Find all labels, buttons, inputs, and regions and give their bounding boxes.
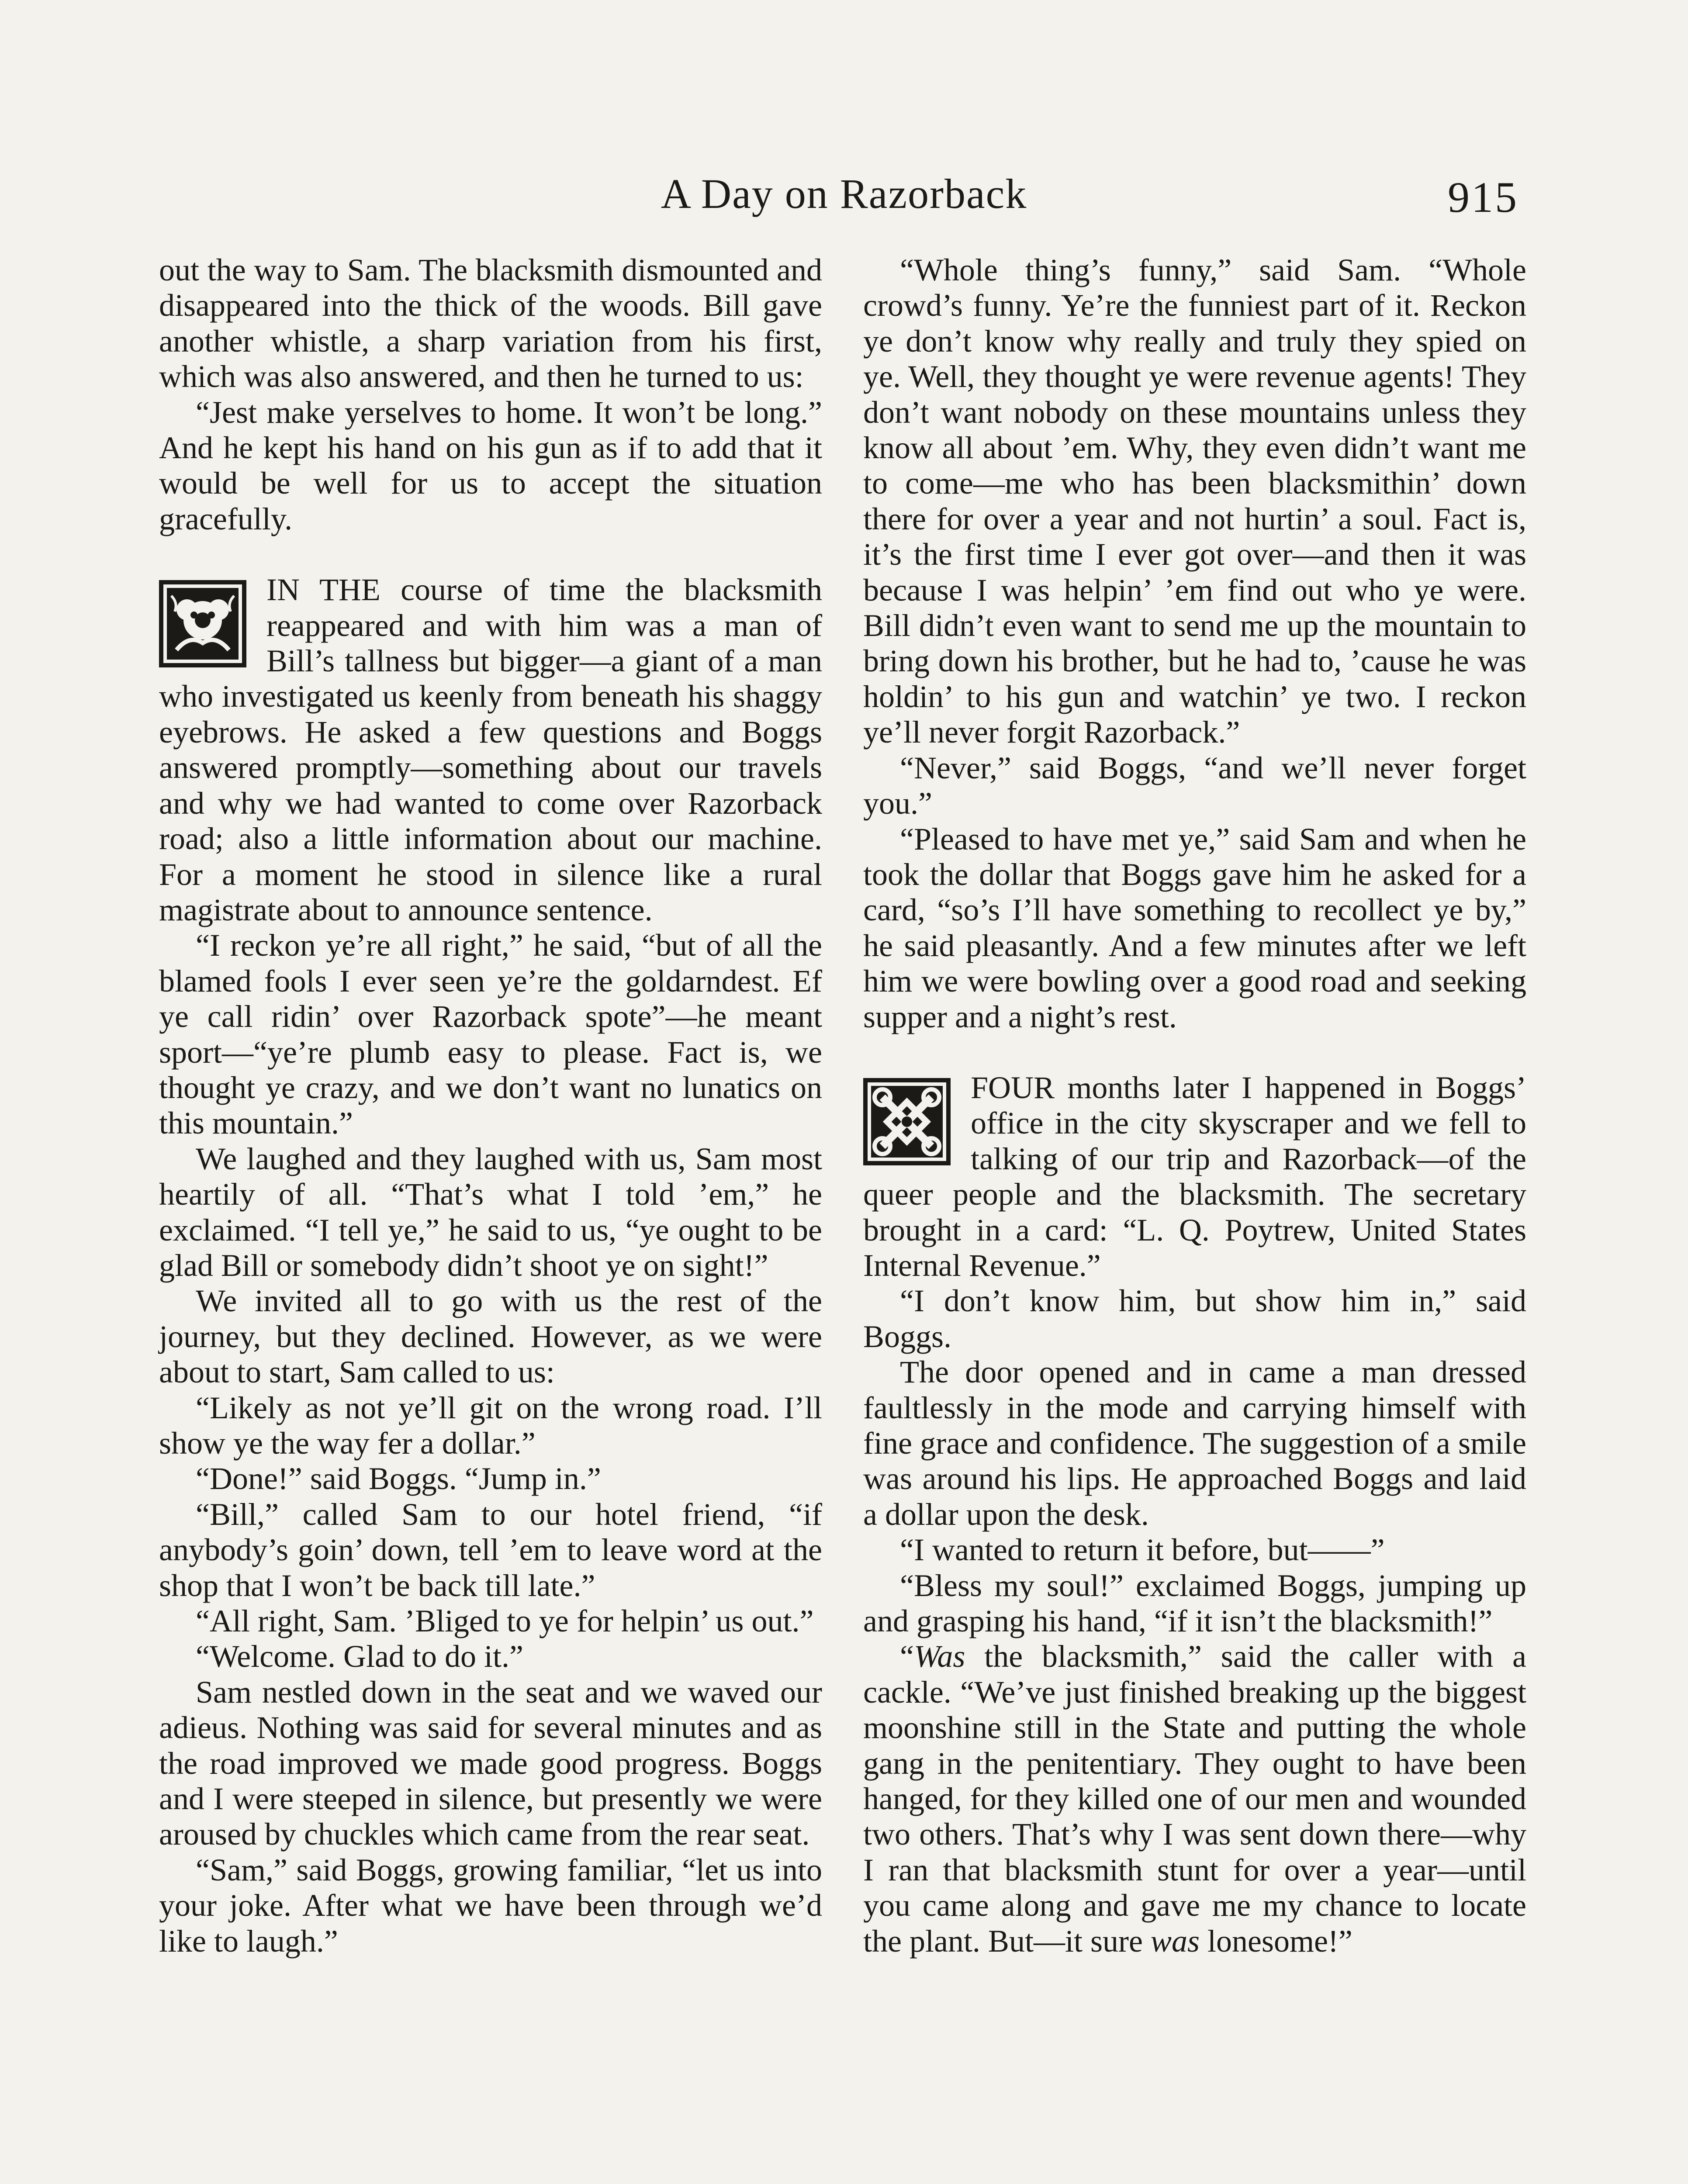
section-paragraph (863, 1070, 1526, 1283)
paragraph: out the way to Sam. The blacksmith dismounted and disappeared into the thick of the woods. Bill gave another whistle, a sharp variation from his first, which was also answered, and then he turned to us: (159, 252, 822, 394)
paragraph: Sam nestled down in the seat and we waved our adieus. Nothing was said for several minutes and as the road improved we made good progress. Boggs and I were steeped in silence, but presently we were aroused by chuckles which came from the rear seat. (159, 1674, 822, 1852)
paragraph: “Welcome. Glad to do it.” (196, 1639, 523, 1674)
paragraph: “Jest make yerselves to home. It won’t be long.” And he kept his hand on his gun as if to add that it would be well for us to accept the situation gracefully. (159, 394, 822, 536)
paragraph-text: IN THE course of time the blacksmith reappeared and with him was a man of Bill’s tallness but bigger—a giant of a man who investigated us keenly from beneath his shaggy eyebrows. He asked a few questions and Boggs answered promptly—something about our travels and why we had wanted to come over Razorback road; also a little information about our machine. For a moment he stood in silence like a rural magistrate about to announce sentence. (159, 572, 822, 927)
paragraph: “I don’t know him, but show him in,” said Boggs. (863, 1283, 1526, 1354)
section-paragraph (159, 572, 822, 928)
page-number: 915 (1448, 173, 1519, 221)
running-title: A Day on Razorback (661, 170, 1027, 217)
paragraph: “Likely as not ye’ll git on the wrong road. I’ll show ye the way fer a dollar.” (159, 1390, 822, 1461)
paragraph-text: FOUR months later I happened in Boggs’ office in the city skyscraper and we fell to talking of our trip and Razorback—of the queer people and the blacksmith. The secretary brought in a card: “L. Q. Poytrew, United States Internal Revenue.” (863, 1070, 1526, 1283)
paragraph: “Done!” said Boggs. “Jump in.” (196, 1461, 601, 1496)
paragraph: “Whole thing’s funny,” said Sam. “Whole crowd’s funny. Ye’re the funniest part of it. Reckon ye don’t know why really and truly they spied on ye. Well, they thought ye were revenue agents! They don’t want nobody on these mountains unless they know all about ’em. Why, they even didn’t want me to come—me who has been blacksmithin’ down there for over a year and not hurtin’ a soul. Fact is, it’s the first time I ever got over—and then it was because I was helpin’ ’em find out who ye were. Bill didn’t even want to send me up the mountain to bring down his brother, but he had to, ’cause he was holdin’ to his gun and watchin’ ye two. I reckon ye’ll never forgit Razorback.” (863, 252, 1526, 750)
paragraph: We laughed and they laughed with us, Sam most heartily of all. “That’s what I told ’em,” he exclaimed. “I tell ye,” he said to us, “ye ought to be glad Bill or somebody didn’t shoot ye on sight!” (159, 1141, 822, 1283)
paragraph: “Pleased to have met ye,” said Sam and when he took the dollar that Boggs gave him he asked for a card, “so’s I’ll have something to recollect ye by,” he said pleasantly. And a few minutes after we left him we were bowling over a good road and seeking supper and a night’s rest. (863, 821, 1526, 1034)
paragraph: The door opened and in came a man dressed faultlessly in the mode and carrying himself with fine grace and confidence. The suggestion of a smile was around his lips. He approached Boggs and laid a dollar upon the desk. (863, 1355, 1526, 1532)
emphasis: was (1150, 1923, 1200, 1959)
knot-ornament-icon (863, 1078, 951, 1165)
paragraph: “I reckon ye’re all right,” he said, “but of all the blamed fools I ever seen ye’re the goldarndest. Ef ye call ridin’ over Razorback spote”—he meant sport—“ye’re plumb easy to please. Fact is, we thought ye crazy, and we don’t want no lunatics on this mountain.” (159, 928, 822, 1141)
paragraph: “I wanted to return it before, but——” (900, 1532, 1385, 1568)
paragraph: “Never,” said Boggs, “and we’ll never forget you.” (863, 750, 1526, 821)
emphasis: Was (913, 1639, 965, 1674)
paragraph: “Bill,” called Sam to our hotel friend, “if anybody’s goin’ down, tell ’em to leave word at the shop that I won’t be back till late.” (159, 1496, 822, 1603)
opening-quote: “ (900, 1639, 914, 1674)
floral-ornament-icon (159, 580, 246, 667)
paragraph: “All right, Sam. ’Bliged to ye for helpin’ us out.” (196, 1603, 814, 1639)
paragraph: “Sam,” said Boggs, growing familiar, “let us into your joke. After what we have been through we’d like to laugh.” (159, 1852, 822, 1959)
paragraph-text: lonesome!” (1199, 1923, 1352, 1959)
running-header (0, 169, 1688, 222)
right-column (863, 252, 1526, 1959)
left-column (159, 252, 822, 1959)
paragraph (863, 1639, 1526, 1959)
paragraph: We invited all to go with us the rest of the journey, but they declined. However, as we were about to start, Sam called to us: (159, 1283, 822, 1390)
paragraph: “Bless my soul!” exclaimed Boggs, jumping up and grasping his hand, “if it isn’t the blacksmith!” (863, 1568, 1526, 1639)
paragraph-text: the blacksmith,” said the caller with a cackle. “We’ve just finished breaking up the biggest moonshine still in the State and putting the whole gang in the penitentiary. They ought to have been hanged, for they killed one of our men and wounded two others. That’s why I was sent down there—why I ran that blacksmith stunt for over a year—until you came along and gave me my chance to locate the plant. But—it sure (863, 1639, 1526, 1959)
